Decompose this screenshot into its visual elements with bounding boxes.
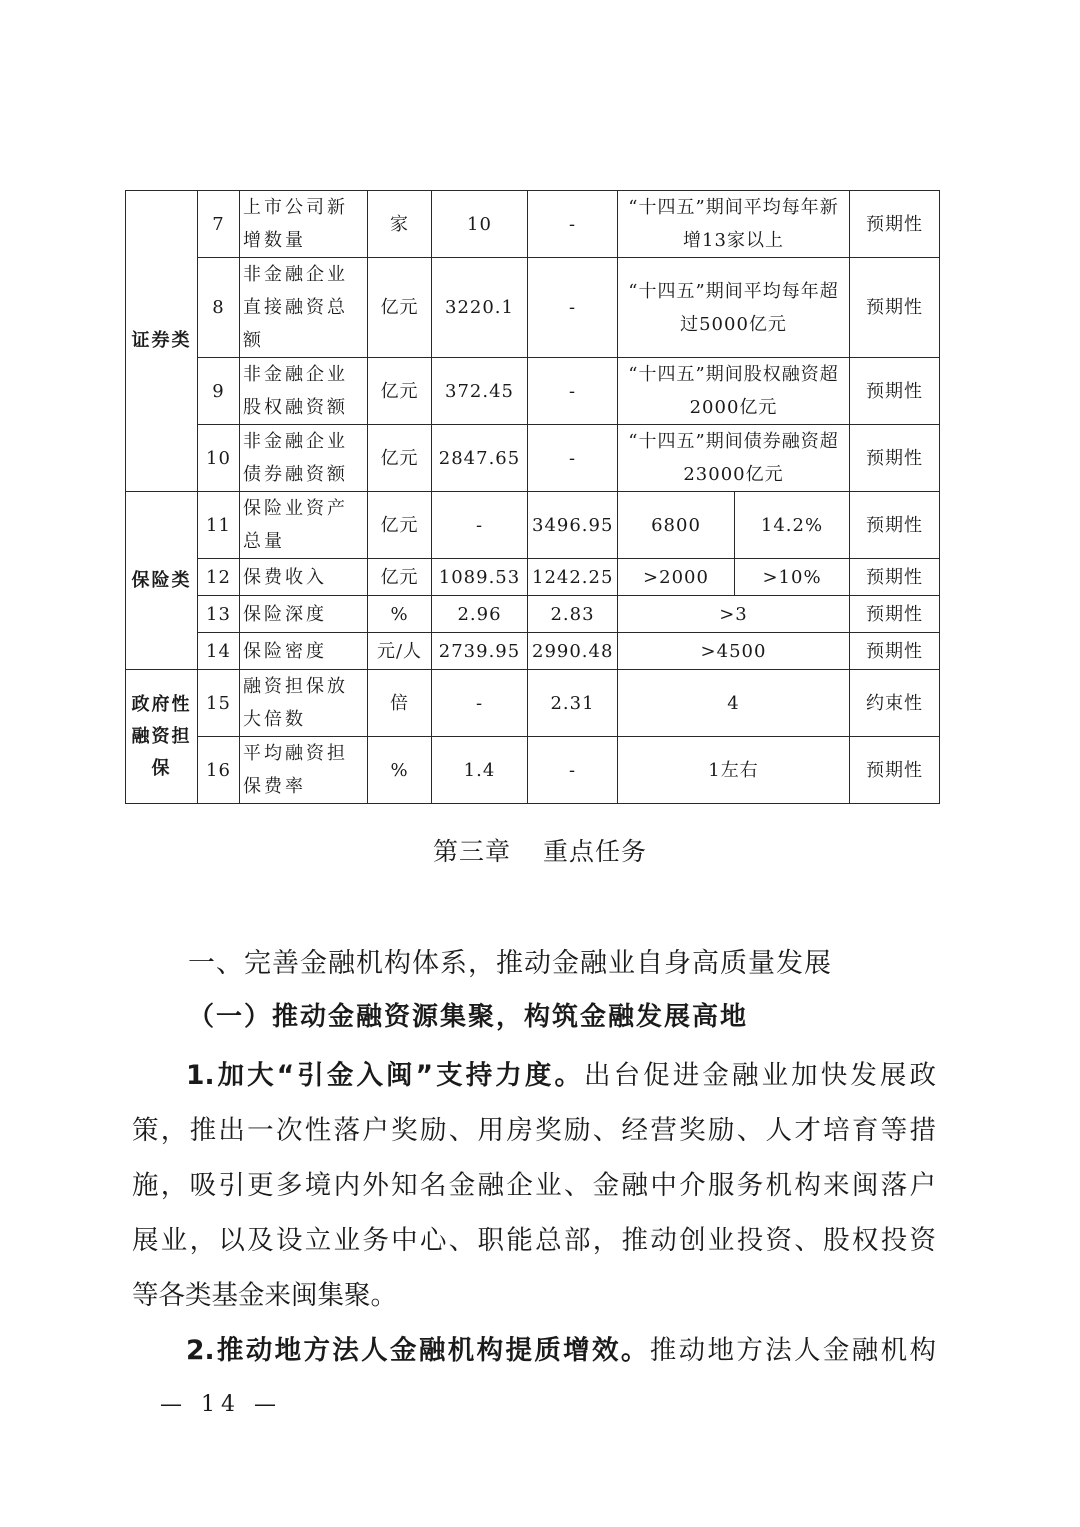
paragraph-line: 等各类基金来闽集聚。 (132, 1280, 397, 1311)
value-cell: 3220.1 (432, 258, 528, 358)
unit-cell: 倍 (368, 670, 432, 737)
type-cell: 预期性 (850, 737, 940, 804)
section-heading: 一、完善金融机构体系，推动金融业自身高质量发展 (188, 948, 832, 979)
indicator-name: 上市公司新增数量 (240, 191, 368, 258)
table-row (126, 425, 940, 492)
target-cell: 1左右 (618, 737, 850, 804)
value-cell: - (528, 737, 618, 804)
value-cell: - (432, 670, 528, 737)
subsection-heading: （一）推动金融资源集聚，构筑金融发展高地 (188, 1002, 749, 1032)
paragraph-1 (132, 1048, 936, 1323)
table-row (126, 670, 940, 737)
unit-cell: 亿元 (368, 492, 432, 559)
indicator-name: 保费收入 (240, 559, 368, 596)
paragraph-text: 出台促进金融业加快发展政 (584, 1060, 936, 1091)
target-cell: “十四五”期间股权融资超2000亿元 (618, 358, 850, 425)
row-number: 7 (198, 191, 240, 258)
unit-cell: 亿元 (368, 358, 432, 425)
category-cell: 证券类 (126, 191, 198, 492)
unit-cell: 亿元 (368, 258, 432, 358)
paragraph-line: 策，推出一次性落户奖励、用房奖励、经营奖励、人才培育等措 (132, 1115, 936, 1146)
row-number: 8 (198, 258, 240, 358)
value-cell: 3496.95 (528, 492, 618, 559)
paragraph-line (132, 1323, 936, 1378)
type-cell: 预期性 (850, 425, 940, 492)
value-cell: 10 (432, 191, 528, 258)
chapter-title: 重点任务 (543, 837, 648, 866)
paragraph-line: 展业，以及设立业务中心、职能总部，推动创业投资、股权投资 (132, 1225, 936, 1256)
target-cell: “十四五”期间平均每年新增13家以上 (618, 191, 850, 258)
row-number: 15 (198, 670, 240, 737)
row-number: 10 (198, 425, 240, 492)
value-cell: 1.4 (432, 737, 528, 804)
paragraph-line (132, 1048, 936, 1103)
target-cell: >3 (618, 596, 850, 633)
value-cell: 2.31 (528, 670, 618, 737)
table-row (126, 559, 940, 596)
value-cell: - (528, 191, 618, 258)
target-cell: >4500 (618, 633, 850, 670)
unit-cell: 亿元 (368, 559, 432, 596)
value-cell: - (528, 258, 618, 358)
indicator-name: 平均融资担保费率 (240, 737, 368, 804)
table-row (126, 596, 940, 633)
indicator-table (125, 190, 940, 804)
table-row (126, 737, 940, 804)
unit-cell: 亿元 (368, 425, 432, 492)
value-cell: 1242.25 (528, 559, 618, 596)
row-number: 9 (198, 358, 240, 425)
type-cell: 预期性 (850, 258, 940, 358)
indicator-name: 非金融企业直接融资总额 (240, 258, 368, 358)
value-cell: 2847.65 (432, 425, 528, 492)
target-cell: 6800 (618, 492, 735, 559)
page-number: — 14 — (160, 1392, 282, 1417)
row-number: 12 (198, 559, 240, 596)
value-cell: 2990.48 (528, 633, 618, 670)
type-cell: 预期性 (850, 358, 940, 425)
target-cell: “十四五”期间债券融资超23000亿元 (618, 425, 850, 492)
table-row (126, 633, 940, 670)
chapter-heading (0, 832, 1080, 868)
type-cell: 预期性 (850, 492, 940, 559)
row-number: 11 (198, 492, 240, 559)
category-cell: 政府性融资担保 (126, 670, 198, 804)
indicator-name: 保险深度 (240, 596, 368, 633)
table-row (126, 191, 940, 258)
value-cell: - (528, 358, 618, 425)
paragraph-line: 施，吸引更多境内外知名金融企业、金融中介服务机构来闽落户 (132, 1170, 936, 1201)
indicator-name: 保险密度 (240, 633, 368, 670)
type-cell: 预期性 (850, 633, 940, 670)
value-cell: 1089.53 (432, 559, 528, 596)
indicator-name: 非金融企业债券融资额 (240, 425, 368, 492)
indicator-name: 非金融企业股权融资额 (240, 358, 368, 425)
value-cell: 2.83 (528, 596, 618, 633)
target-cell: 14.2% (735, 492, 850, 559)
unit-cell: 家 (368, 191, 432, 258)
table-row (126, 358, 940, 425)
target-cell: 4 (618, 670, 850, 737)
value-cell: 372.45 (432, 358, 528, 425)
row-number: 16 (198, 737, 240, 804)
value-cell: 2739.95 (432, 633, 528, 670)
paragraph-lead: 1.加大“引金入闽”支持力度。 (186, 1060, 585, 1091)
paragraph-text: 推动地方法人金融机构 (649, 1335, 936, 1366)
type-cell: 约束性 (850, 670, 940, 737)
indicator-name: 保险业资产总量 (240, 492, 368, 559)
type-cell: 预期性 (850, 559, 940, 596)
target-cell: >10% (735, 559, 850, 596)
paragraph-2 (132, 1323, 936, 1378)
type-cell: 预期性 (850, 191, 940, 258)
paragraph-lead: 2.推动地方法人金融机构提质增效。 (186, 1335, 650, 1366)
unit-cell: % (368, 737, 432, 804)
target-cell: “十四五”期间平均每年超过5000亿元 (618, 258, 850, 358)
indicator-name: 融资担保放大倍数 (240, 670, 368, 737)
target-cell: >2000 (618, 559, 735, 596)
value-cell: - (432, 492, 528, 559)
value-cell: - (528, 425, 618, 492)
chapter-label: 第三章 (432, 837, 511, 866)
category-cell: 保险类 (126, 492, 198, 670)
row-number: 13 (198, 596, 240, 633)
row-number: 14 (198, 633, 240, 670)
table-row (126, 492, 940, 559)
unit-cell: % (368, 596, 432, 633)
table-row (126, 258, 940, 358)
unit-cell: 元/人 (368, 633, 432, 670)
type-cell: 预期性 (850, 596, 940, 633)
value-cell: 2.96 (432, 596, 528, 633)
